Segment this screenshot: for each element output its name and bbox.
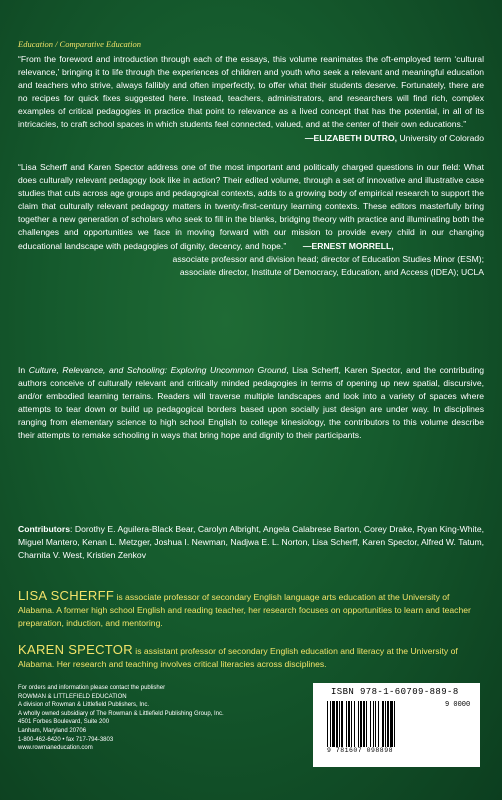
editor-bio-text: is associate professor of secondary English language arts education at the University of Alabama. A former high school English and reading teacher, her research focuses on opportunities to learn and teacher preparation, induction, and mentoring. (18, 592, 471, 629)
editor-bio-text: is assistant professor of secondary English education and literacy at the University of Alabama. Her research and teaching involves critical literacies across disciplines. (18, 646, 458, 670)
barcode-bar (358, 701, 359, 747)
barcode-bars (327, 701, 439, 747)
quote-author: —ELIZABETH DUTRO, (304, 132, 398, 143)
publisher-info: For orders and information please contact the publisher ROWMAN & LITTLEFIELD EDUCATION A division of Rowman & Littlefield Publishers, Inc. A wholly owned subsidiary of The Rowman & Littlefield Publishing Group, Inc. 4501 Forbes Boulevard, Suite 200 Lanham, Maryland 20706 1-800-462-6420 • fax 717-794-3803 www.rowmaneducation.com (18, 685, 224, 752)
contributors-label: Contributors (18, 524, 71, 534)
barcode-bar (332, 701, 335, 747)
editor-name: LISA SCHERFF (18, 588, 115, 603)
editor-name: KAREN SPECTOR (18, 642, 133, 657)
barcode-bar (387, 701, 389, 747)
quote-author: —ERNEST MORRELL, (302, 240, 394, 251)
endorsement-quote-morrell (18, 161, 484, 279)
barcode-bar (339, 701, 340, 747)
quote-text: “Lisa Scherff and Karen Spector address one of the most important and politically charged questions in our field: What does culturally relevant pedagogy look like in action? Their edited volume, through a set of innovative and illustrative case studies that cuts across age groups and pedagogical contexts, adds to a growing body of empirical research to support the claim that culturally relevant pedagogy matters in twenty-first-century learning contexts. These editors masterfully bring together a new generation of scholars who seek to fill in the blanks, bridging theory with practice and illuminating both the challenges and opportunities we face in moving forward with our mission to provide every child in our changing educational landscape with pedagogies of dignity, decency, and hope.” —ERNEST MORRELL, (18, 162, 484, 251)
barcode-bar (394, 701, 395, 747)
barcode-bar (330, 701, 331, 747)
barcode-bar (385, 701, 386, 747)
barcode-bar (327, 701, 328, 747)
book-description: In Culture, Relevance, and Schooling: Exploring Uncommon Ground, Lisa Scherff, Karen Spector, and the contributing authors conceive of culturally relevant and critically minded pedagogies in terms of opening up new spatial, discursive, and/or embodied learning terrains. Readers will traverse multiple landscapes and look into a variety of spaces where attempts to tear down or build up pedagogical borders based upon socially just design are under way. In disciplines ranging from elementary science to high school English to college kinesiology, the contributors to this volume describe their attempts to remake schooling in ways that bring hope and dignity to their participants. (18, 365, 484, 441)
contributors-list (18, 523, 484, 562)
contributors-names: : Dorothy E. Aguilera-Black Bear, Carolyn Albright, Angela Calabrese Barton, Corey Drake, Ryan King-White, Miguel Mantero, Kenan L. Metzger, Joshua I. Newman, Nadjwa E. L. Norton, Lisa Scherff, Karen Spector, Alfred W. Tatum, Charnita V. West, Kristien Zenkov (18, 524, 484, 561)
barcode-bar (378, 701, 379, 747)
barcode-bar (354, 701, 355, 747)
barcode-bar (360, 701, 362, 747)
quote-attribution (18, 132, 484, 145)
price-code: 9 0000 (445, 701, 471, 709)
barcode-bar (382, 701, 384, 747)
barcode-bar (336, 701, 338, 747)
barcode-digits: 9 781607 098898 (327, 747, 394, 754)
barcode-bar (370, 701, 371, 747)
barcode-bar (373, 701, 374, 747)
barcode-bar (363, 701, 365, 747)
barcode-bar (346, 701, 347, 747)
isbn-barcode (313, 683, 480, 767)
barcode-bar (351, 701, 352, 747)
quote-text: “From the foreword and introduction through each of the essays, this volume reanimates the oft-employed term ‘cultural relevance,’ bringing it to life through the experiences of children and youth who seek a relevant and meaningful education and teachers who strive, always fallibly and often imperfectly, to offer what their students deserve. Fortunately, there are no recipes for quick fixes suggested here. Instead, teachers, administrators, and researchers will find rich, complex examples of critical pedagogies in practice that point to relevance as a lived concept that has the potential, in all of its intricacies, to craft school spaces in which students feel connected, valued, and at the center of their own educations.” (18, 54, 484, 130)
editor-bio-spector (18, 643, 484, 671)
quote-affiliation-line-2: associate director, Institute of Democracy, Education, and Access (IDEA); UCLA (179, 266, 484, 277)
barcode-bar (341, 701, 343, 747)
isbn-text: ISBN 978-1-60709-889-8 (331, 687, 459, 697)
barcode-bar (375, 701, 376, 747)
quote-affiliation: University of Colorado (397, 132, 484, 143)
endorsement-quote-dutro (18, 53, 484, 145)
barcode-bar (366, 701, 367, 747)
book-title: Culture, Relevance, and Schooling: Exploring Uncommon Ground (28, 365, 287, 375)
category-label: Education / Comparative Education (18, 39, 141, 49)
quote-affiliation-line-1: associate professor and division head; director of Education Studies Minor (ESM); (172, 253, 484, 264)
barcode-bar (348, 701, 350, 747)
barcode-bar (390, 701, 393, 747)
editor-bio-scherff (18, 589, 484, 630)
